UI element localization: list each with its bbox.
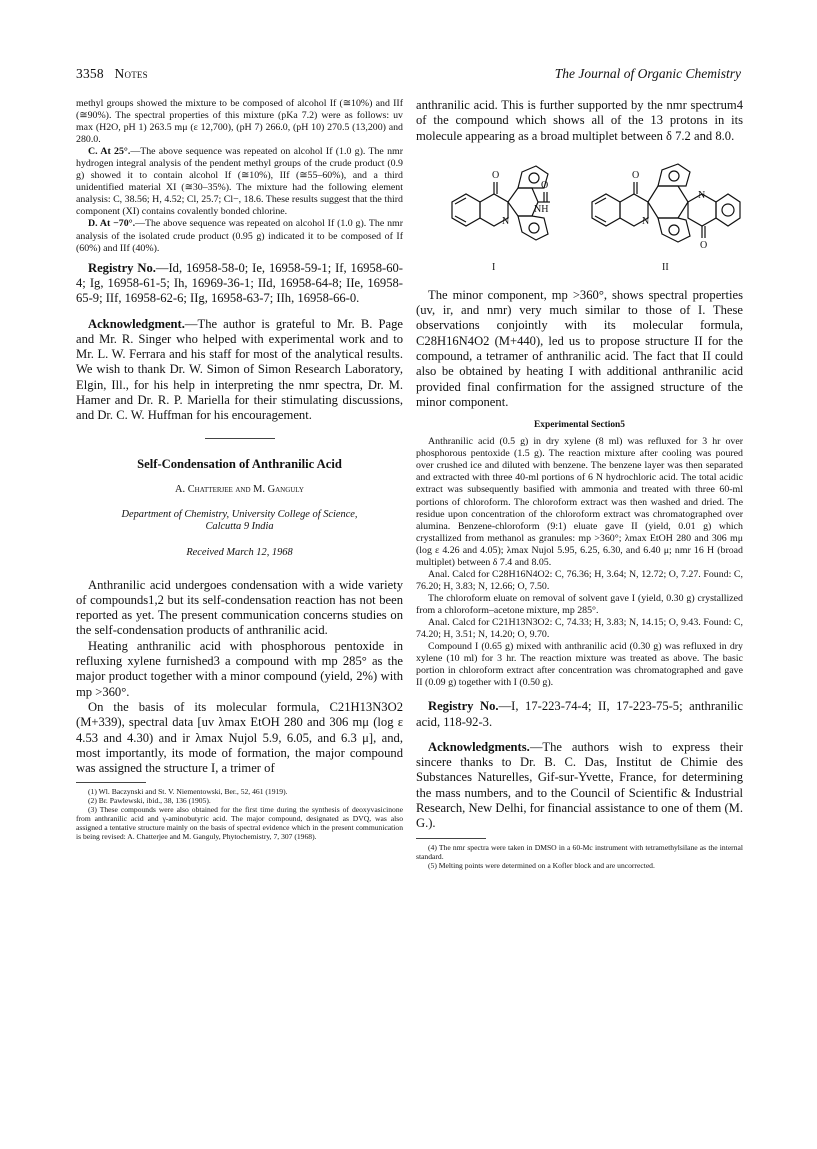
structure-II-ring-top [658, 164, 690, 186]
journal-name: The Journal of Organic Chemistry [554, 66, 741, 81]
atom-N-II-left: N [642, 215, 650, 227]
registry-numbers: Registry No.—Id, 16958-58-0; Ie, 16958-59-1; If, 16958-60-4; Ig, 16958-61-5; Ih, 16969-36-1; IId, 16958-64-8; IIe, 16958-65-9; IIf, 16958-62-6; IIg, 16958-63-7; IIh, 16958-66-0. [76, 260, 403, 306]
footnote-1: (1) Wl. Baczynski and St. V. Niementowski, Ber., 52, 461 (1919). [88, 787, 288, 797]
analysis-I: Anal. Calcd for C21H13N3O2: C, 74.33; H, 3.83; N, 14.15; O, 9.43. Found: C, 74.20; H, 3.51; N, 14.20; O, 9.70. [416, 616, 743, 641]
received-date: Received March 12, 1968 [186, 546, 293, 558]
conversion-experiment: Compound I (0.65 g) mixed with anthranilic acid (0.30 g) was refluxed in dry xylene (10 ml) for 3 hr. The reaction mixture was treated as above. The basic portion in chloroform extract after concentration was chromatographed and gave II (0.09 g) together with I (0.50 g). [416, 641, 743, 689]
atom-N-II-right: N [698, 189, 706, 201]
atom-O-I-top: O [492, 169, 500, 181]
minor-component-paragraph: The minor component, mp >360°, shows spectral properties (uv, ir, and nmr) very much similar to those of I. These observations conjointly with its molecular formula, C28H16N4O2 (M+440), led us to propose structure II for the compound, a tetramer of anthranilic acid. The fact that II could also be obtained by heating I with additional anthranilic acid provided final confirmation for the assigned structure of the minor component. [416, 287, 743, 409]
structure-II-ring-bottom [658, 218, 690, 242]
acknowledgment: Acknowledgment.—The author is grateful to Mr. B. Page and Mr. R. Singer who helped with experimental work and to Mr. L. W. Ferrara and his staff for most of the analytical results. We wish to thank Dr. W. Simon of Simon Research Laboratory, Elgin, Ill., for his help in interpreting the nmr spectra, Dr. M. Hamer and Dr. R. P. Mariella for their stimulating discussions, and Dr. C. W. Huffman for his encouragement. [76, 316, 403, 423]
footnote-divider [76, 782, 146, 783]
structure-paragraph: On the basis of its molecular formula, C21H13N3O2 (M+339), spectral data [uv λmax EtOH 280 and 306 mμ (log ε 4.53 and 4.30) and ir λmax Nujol 5.9, 6.05, and 6.3 μ], and, most importantly, its mode of formation, the major compound was assigned the structure I, a trimer of [76, 699, 403, 776]
structure-I-label: I [492, 261, 496, 273]
chemical-structures [416, 158, 743, 276]
atom-N-I: N [502, 215, 510, 227]
atom-O-I-amide: O [541, 179, 549, 191]
atom-NH-I: NH [534, 203, 549, 215]
footnote-4: (4) The nmr spectra were taken in DMSO in a 60-Mc instrument with tetramethylsilane as the internal standard. [416, 842, 743, 861]
structure-II-ring-far-right [716, 194, 740, 226]
left-column [76, 98, 403, 841]
footnote-2: (2) Br. Pawlewski, ibid., 38, 136 (1905). [88, 796, 211, 806]
structure-I [452, 166, 550, 240]
article-authors: A. Chatterjee and M. Ganguly [175, 483, 304, 495]
atom-O-II-top: O [632, 169, 640, 181]
structure-II-label: II [662, 261, 669, 273]
acknowledgments-right: Acknowledgments.—The authors wish to express their sincere thanks to Dr. B. C. Das, Institut de Chimie des Substances Naturelles, Gif-sur-Yvette, France, for determining the mass numbers, and to the Council of Scientific & Industrial Research, New Delhi, for financial assistance to one of them (M. G.). [416, 739, 743, 831]
footnote-3: (3) These compounds were also obtained for the first time during the synthesis of deoxyvasicinone from anthranilic acid and γ-aminobutyric acid. The major compound, designated as DVQ, was also assigned a tentative structure mainly on the basis of spectral evidence which in the present communication is being revised: A. Chatterjee and M. Ganguly, Phytochemistry, 7, 307 (1968). [76, 805, 403, 842]
structure-diagram [422, 158, 742, 276]
structure-II-ring-left [592, 194, 620, 226]
section-name: Notes [114, 66, 148, 81]
article-affiliation: Department of Chemistry, University College of Science, Calcutta 9 India [121, 508, 358, 532]
structure-I-ring-bottom [518, 216, 548, 240]
prev-article-section-d: D. At −70°.—The above sequence was repeated on alcohol If (1.0 g). The nmr analysis of the isolated crude product (0.95 g) indicated it to be composed of If (60%) and IIf (40%). [76, 218, 403, 254]
structure-II [592, 164, 740, 242]
experimental-title: Experimental Section5 [534, 420, 625, 431]
structure-II-ring-middle [648, 186, 688, 218]
experimental-procedure: Anthranilic acid (0.5 g) in dry xylene (8 ml) was refluxed for 3 hr over phosphorous pentoxide (1.5 g). The reaction mixture after cooling was poured over crushed ice and diluted with benzene. The benzene layer was then separated and extracted with three 40-ml portions of 6 N hydrochloric acid. The total acidic extract was subsequently basified with ammonia and treated with three 60-ml portions of chloroform. The chloroform extract was then washed and dried. The residue upon concentration of the chloroform extract was chromatographed over alumina. Benzene-chloroform (9:1) eluate gave II (yield, 0.01 g) which crystallized from methanol as granules: mp >360°; λmax EtOH 280 and 306 mμ (log ε 4.26 and 4.05); λmax Nujol 5.95, 6.25, 6.30, and 6.40 μ; nmr 16 H (broad multiplet) between δ 7.4 and 8.05. [416, 436, 743, 568]
page-header-left [76, 66, 148, 82]
footnote-divider-right [416, 838, 486, 839]
intro-paragraph: Anthranilic acid undergoes condensation with a wide variety of compounds1,2 but its self-condensation reaction has not been reported as yet. The present communication concerns studies on the self-condensation products of anthranilic acid. [76, 577, 403, 638]
prev-article-paragraph: methyl groups showed the mixture to be composed of alcohol If (≅10%) and IIf (≅90%). The spectral properties of this mixture (pKa 7.2) were as follows: uv max (H2O, pH 1) 263.5 mμ (ε 12,700), (pH 7) 266.0, (pH 10) 270.5 (13,200) and 280.0. [76, 98, 403, 146]
prev-article-section-c: C. At 25°.—The above sequence was repeated on alcohol If (1.0 g). The nmr hydrogen integral analysis of the pendent methyl groups of the crude product (0.9 g) showed it to contain alcohol If (≅10%), IIf (≅55–60%), and a third unidentified material XI (≅30–35%). The mixture had the following element analysis: C, 38.56; H, 4.52; Cl, 25.7; Cl−, 18.6. These results suggest that the third component (XI) contains covalently bonded chlorine. [76, 146, 403, 218]
page-number: 3358 [76, 66, 104, 81]
structure-I-ring-left [452, 194, 480, 226]
registry-numbers-right: Registry No.—I, 17-223-74-4; II, 17-223-75-5; anthranilic acid, 118-92-3. [416, 699, 744, 729]
atom-O-II-bottom: O [700, 239, 708, 251]
article-title: Self-Condensation of Anthranilic Acid [137, 456, 342, 471]
right-column [416, 98, 743, 870]
continued-paragraph: anthranilic acid. This is further supported by the nmr spectrum4 of the compound which shows all of the 13 protons in its molecule appearing as a broad multiplet between δ 7.2 and 8.0. [416, 98, 743, 143]
article-divider [205, 438, 275, 439]
footnote-5: (5) Melting points were determined on a Kofler block and are uncorrected. [428, 860, 655, 870]
chloroform-eluate: The chloroform eluate on removal of solvent gave I (yield, 0.30 g) crystallized from a chloroform–acetone mixture, mp 285°. [416, 592, 743, 616]
analysis-II: Anal. Calcd for C28H16N4O2: C, 76.36; H, 3.64; N, 12.72; O, 7.27. Found: C, 76.20; H, 3.83; N, 12.66; O, 7.50. [416, 568, 743, 592]
synthesis-paragraph: Heating anthranilic acid with phosphorous pentoxide in refluxing xylene furnished3 a compound with mp 285° as the major product together with a minor compound (yield, 2%) with mp >360°. [76, 638, 403, 699]
